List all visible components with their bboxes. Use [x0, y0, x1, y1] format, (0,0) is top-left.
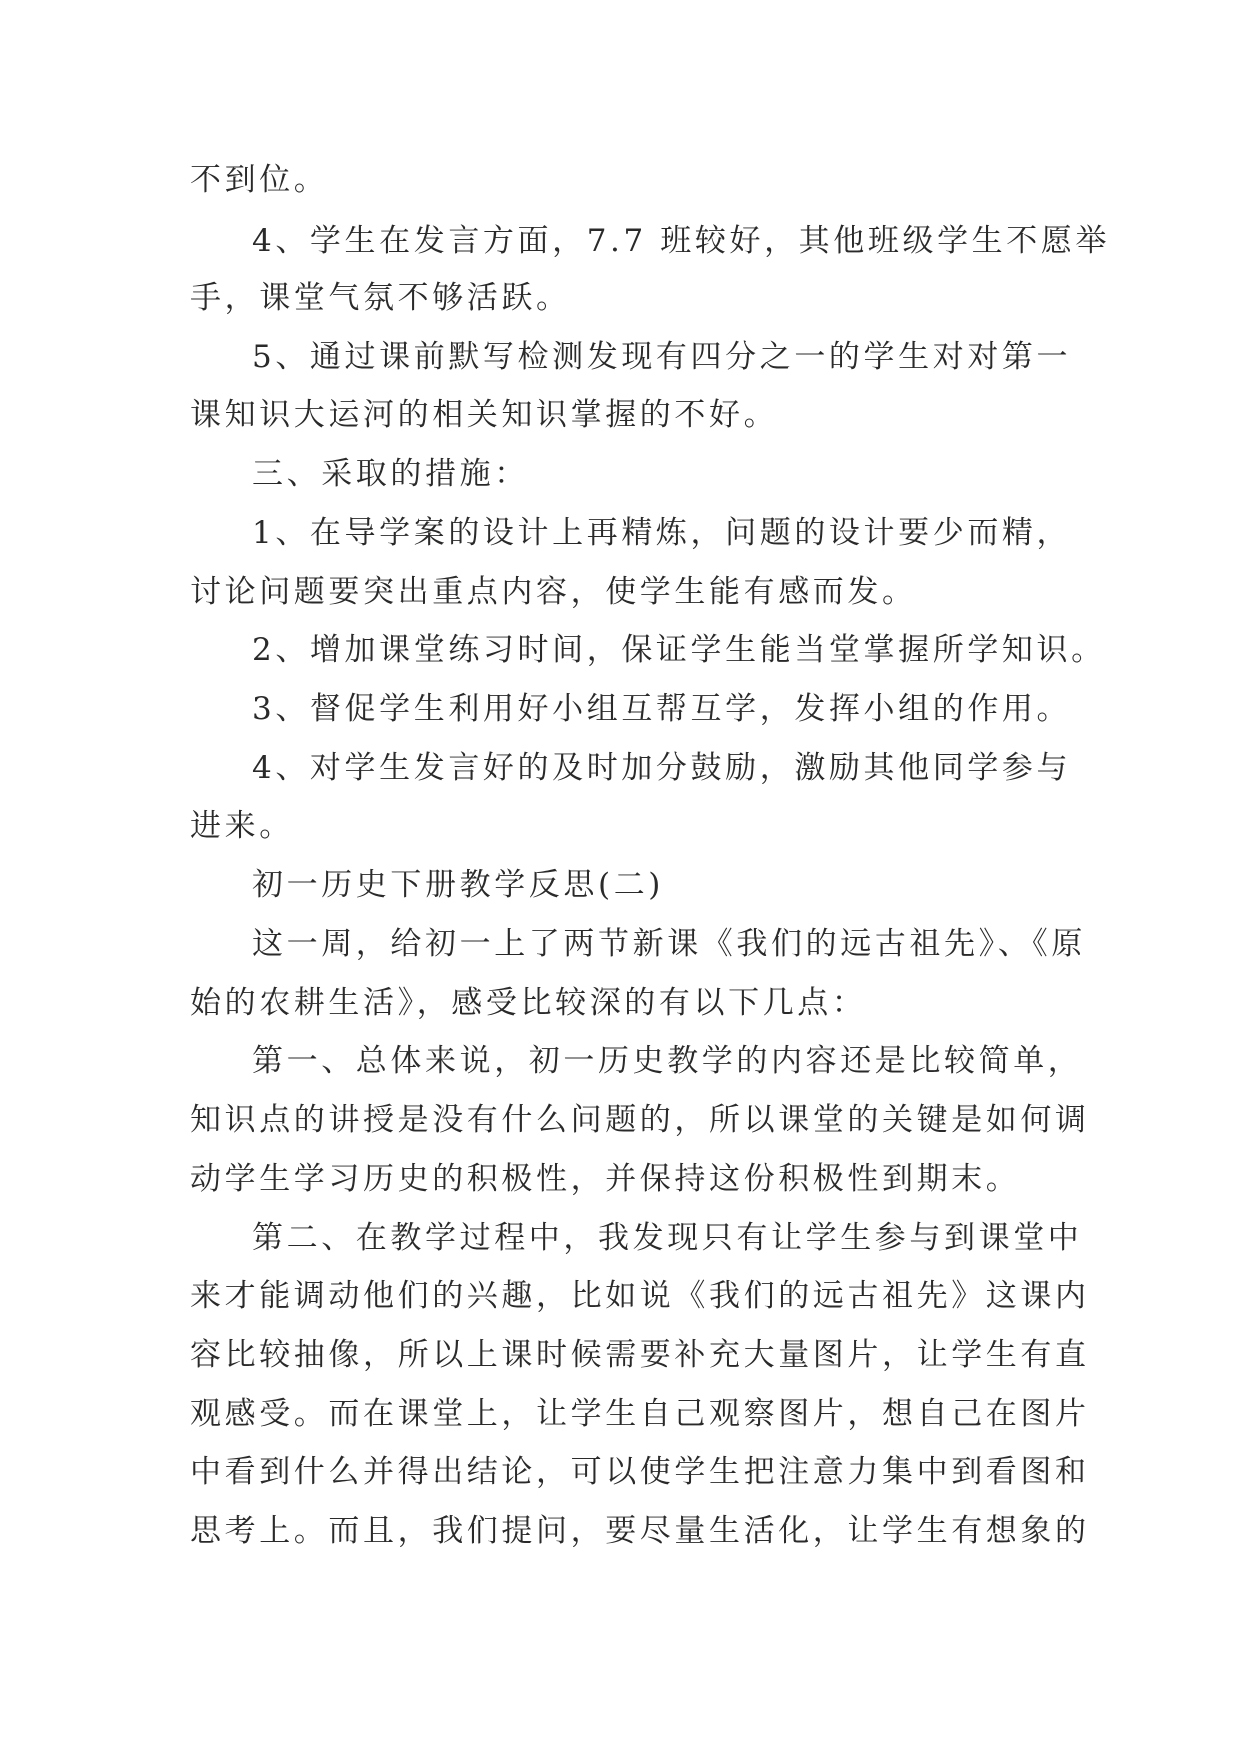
text-line: 第一、总体来说，初一历史教学的内容还是比较简单， — [252, 1043, 1083, 1079]
text-line: 4、学生在发言方面，7.7 班较好，其他班级学生不愿举 — [252, 223, 1111, 259]
text-line: 第二、在教学过程中，我发现只有让学生参与到课堂中 — [252, 1220, 1083, 1256]
text-line: 始的农耕生活》，感受比较深的有以下几点： — [190, 985, 867, 1021]
text-line: 3、督促学生利用好小组互帮互学，发挥小组的作用。 — [252, 691, 1072, 727]
text-line: 来才能调动他们的兴趣，比如说《我们的远古祖先》这课内 — [190, 1278, 1090, 1314]
text-line: 知识点的讲授是没有什么问题的，所以课堂的关键是如何调 — [190, 1102, 1090, 1138]
text-line: 观感受。而在课堂上，让学生自己观察图片，想自己在图片 — [190, 1396, 1090, 1432]
text-line: 这一周，给初一上了两节新课《我们的远古祖先》、《原 — [252, 926, 1086, 962]
text-line: 中看到什么并得出结论，可以使学生把注意力集中到看图和 — [190, 1454, 1090, 1490]
text-line: 进来。 — [190, 808, 294, 844]
text-line: 5、通过课前默写检测发现有四分之一的学生对对第一 — [252, 339, 1072, 375]
section-heading: 三、采取的措施： — [252, 456, 529, 492]
text-line: 动学生学习历史的积极性，并保持这份积极性到期末。 — [190, 1161, 1021, 1197]
text-line: 手，课堂气氛不够活跃。 — [190, 280, 571, 316]
text-line: 4、对学生发言好的及时加分鼓励，激励其他同学参与 — [252, 750, 1072, 786]
text-line: 不到位。 — [190, 162, 329, 198]
text-line: 容比较抽像，所以上课时候需要补充大量图片，让学生有直 — [190, 1337, 1090, 1373]
text-line: 课知识大运河的相关知识掌握的不好。 — [190, 397, 779, 433]
text-line: 讨论问题要突出重点内容，使学生能有感而发。 — [190, 574, 917, 610]
text-line: 1、在导学案的设计上再精炼，问题的设计要少而精， — [252, 515, 1072, 551]
article-title: 初一历史下册教学反思(二) — [252, 867, 664, 903]
text-line: 思考上。而且，我们提问，要尽量生活化，让学生有想象的 — [190, 1513, 1090, 1549]
text-line: 2、增加课堂练习时间，保证学生能当堂掌握所学知识。 — [252, 632, 1106, 668]
